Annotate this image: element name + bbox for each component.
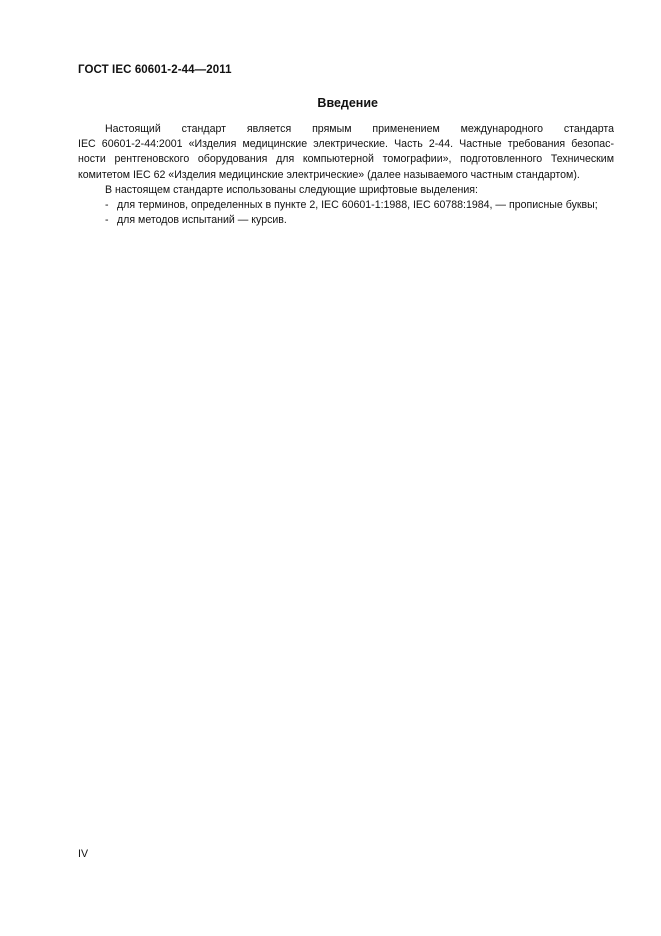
paragraph-line: Настоящий стандарт является прямым применением международного стандарта xyxy=(105,123,614,135)
section-title-container xyxy=(78,94,614,112)
list-dash: - xyxy=(105,198,109,211)
paragraph-line: IEC 60601-2-44:2001 «Изделия медицинские электрические. Часть 2-44. Частные требования безопас- xyxy=(78,138,614,151)
introduction-body xyxy=(78,122,614,228)
paragraph-font-conventions: В настоящем стандарте использованы следующие шрифтовые выделения: xyxy=(105,183,478,196)
paragraph-standard-application xyxy=(78,122,614,183)
document-code-header: ГОСТ IEC 60601-2-44—2011 xyxy=(78,64,232,76)
paragraph-line: комитетом IEC 62 «Изделия медицинские электрические» (далее называемого частным стандартом). xyxy=(78,168,580,181)
page-number: IV xyxy=(78,848,89,860)
list-item-text: для терминов, определенных в пункте 2, IEC 60601-1:1988, IEC 60788:1984, — прописные буквы; xyxy=(117,198,598,211)
list-item-terms xyxy=(78,198,614,213)
paragraph-line: ности рентгеновского оборудования для компьютерной томографии», подготовленного Техническим xyxy=(78,153,614,166)
list-item-text: для методов испытаний — курсив. xyxy=(117,214,287,227)
list-item-test-methods xyxy=(78,213,614,228)
list-dash: - xyxy=(105,214,109,227)
section-title: Введение xyxy=(317,96,378,110)
